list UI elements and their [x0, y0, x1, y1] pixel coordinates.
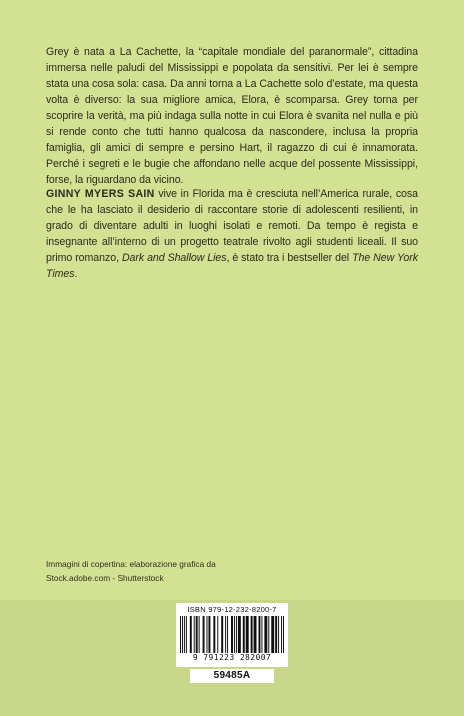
barcode-bar: [182, 616, 183, 653]
barcode-bar: [264, 616, 267, 653]
barcode-bar: [236, 616, 237, 653]
barcode-bar: [180, 616, 181, 653]
bio-text-part2: , è stato tra i bestseller del: [226, 252, 353, 264]
barcode-icon: [180, 616, 284, 653]
barcode-bar: [234, 616, 235, 653]
cover-image-credits: [46, 558, 266, 585]
barcode-bar: [186, 616, 187, 653]
barcode-bar: [238, 616, 241, 653]
barcode-bar: [261, 616, 262, 653]
barcode-bar: [243, 616, 245, 653]
barcode-bar: [258, 616, 260, 653]
barcode-bar: [268, 616, 269, 653]
author-bio-paragraph: [46, 186, 418, 282]
book-title: Dark and Shallow Lies: [121, 252, 227, 264]
barcode-digits: 9 791223 282007: [192, 653, 272, 662]
barcode-bar: [281, 616, 282, 653]
newspaper-title: The New York Times: [46, 252, 418, 280]
barcode-bar: [184, 616, 185, 653]
barcode-bar: [190, 616, 192, 653]
barcode-bar: [217, 616, 218, 653]
barcode-bar: [221, 616, 223, 653]
barcode-bar: [251, 616, 253, 653]
barcode-bar: [278, 616, 279, 653]
synopsis-text: Grey è nata a La Cachette, la “capitale mondiale del paranormale”, cittadina immersa nelle paludi del Mississippi e popolata da sensitivi. Per lei è sempre stata una cosa sola: casa. Da anni torna a La Cachette solo d’estate, ma questa volta è diverso: la sua migliore amica, Elora, è scomparsa. Grey torna per scoprire la verità, ma più indaga sulla notte in cui Elora è svanita nel nulla e più si rende conto che tutti hanno qualcosa da nascondere, inclusa la propria famiglia, gli amici di sempre e persino Hart, il ragazzo di cui è innamorata. Perché i segreti e le bugie che affondano nelle acque del possente Mississippi, forse, la riguardano da vicino.: [46, 46, 418, 186]
barcode-bar: [231, 616, 233, 653]
barcode-bar: [208, 616, 210, 653]
barcode-bar: [275, 616, 277, 653]
barcode-bar: [206, 616, 207, 653]
barcode-bar: [225, 616, 226, 653]
barcode-bar: [246, 616, 249, 653]
barcode-bar: [194, 616, 195, 653]
credits-line-1: Immagini di copertina: elaborazione grafica da: [46, 559, 216, 569]
product-code-label: 59485A: [190, 669, 274, 683]
barcode-bar: [213, 616, 215, 653]
barcode-bar: [254, 616, 257, 653]
barcode-box: [176, 603, 288, 667]
credits-line-2: Stock.adobe.com - Shutterstock: [46, 572, 164, 583]
barcode-bar: [271, 616, 274, 653]
barcode-bar: [227, 616, 228, 653]
barcode-bar: [196, 616, 198, 653]
barcode-bar: [203, 616, 205, 653]
barcode-bar: [283, 616, 284, 653]
isbn-label: ISBN 979-12-232-8200-7: [187, 605, 277, 614]
bio-text-part1: vive in Florida ma è cresciuta nell’America rurale, cosa che le ha lasciato il desiderio di raccontare storie di adolescenti resilienti, in grado di diventare adulti in luoghi isolati e remoti. Da tempo è regista e insegnante all’interno di un progetto teatrale rivolto agli studenti liceali. Il suo primo romanzo,: [46, 188, 418, 264]
bio-text-part3: .: [74, 268, 78, 280]
barcode-bar: [199, 616, 200, 653]
author-name: GINNY MYERS SAIN: [46, 188, 155, 200]
synopsis-paragraph: [46, 44, 418, 188]
